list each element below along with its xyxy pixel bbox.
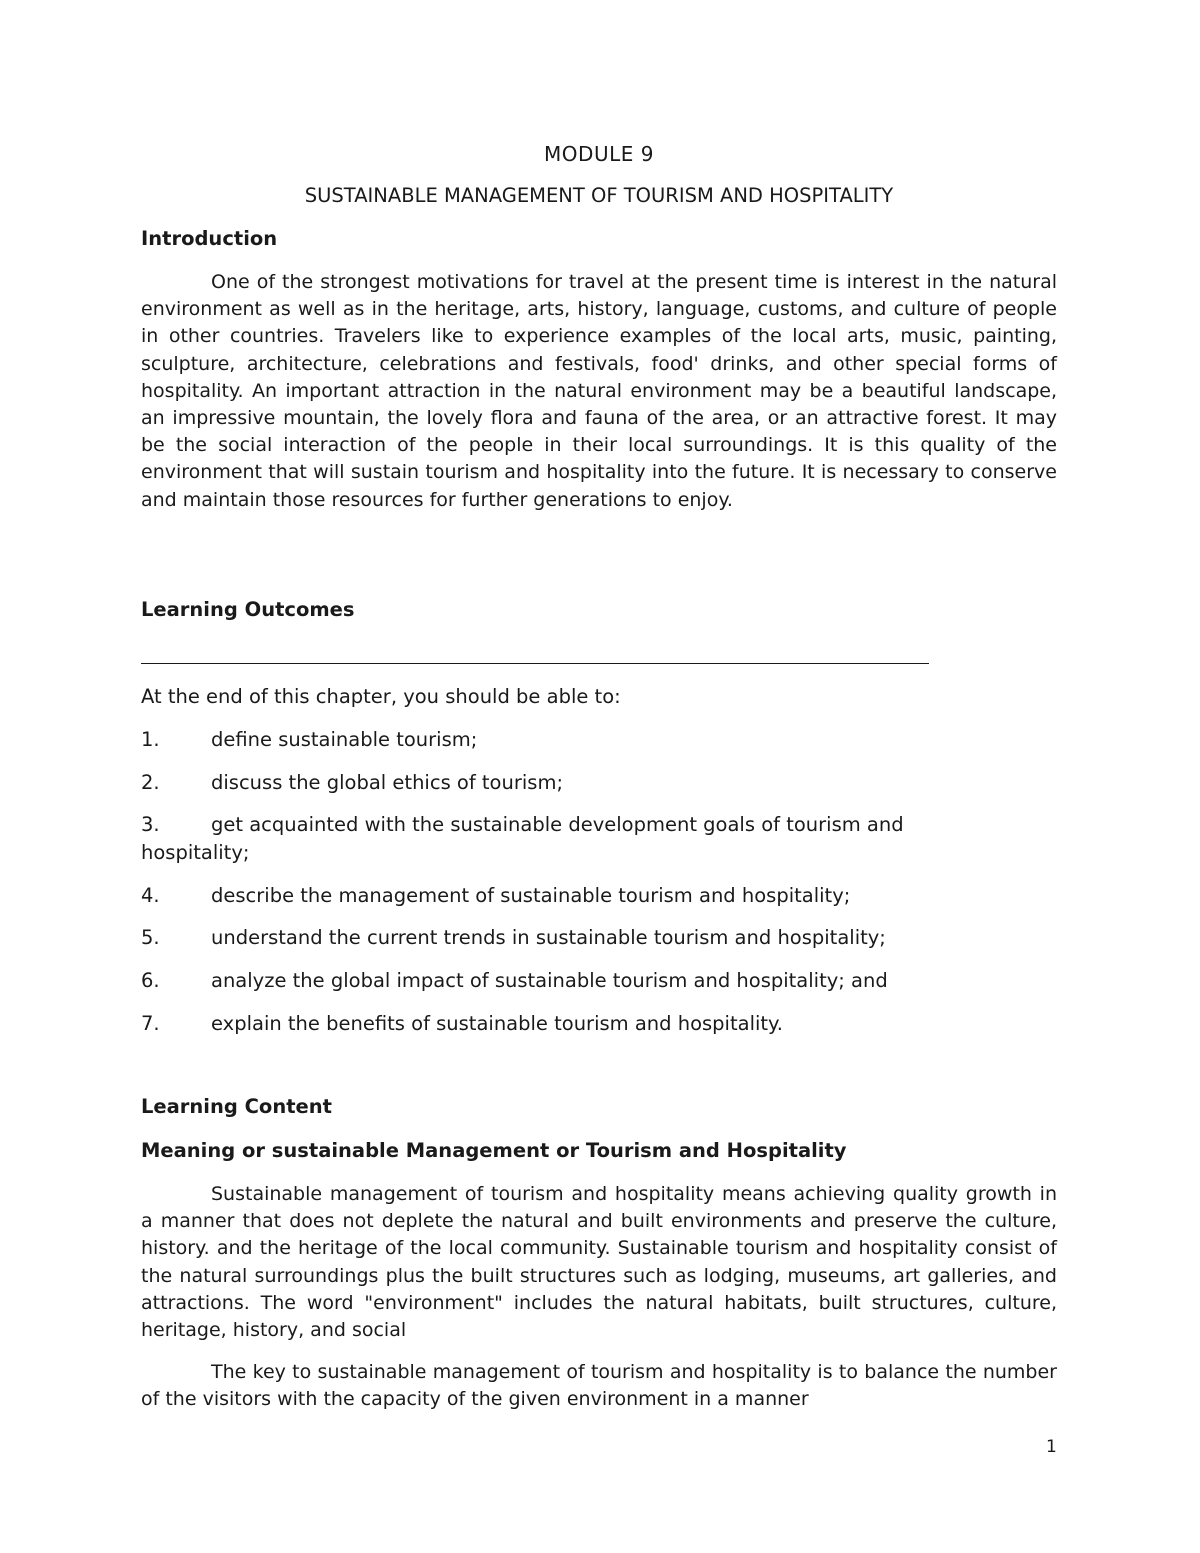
learning-content-heading: Learning Content (141, 1095, 332, 1118)
outcome-item (141, 811, 1001, 867)
outcome-text: define sustainable tourism; (211, 728, 478, 751)
outcome-number: 4. (141, 884, 160, 907)
outcome-number: 7. (141, 1012, 160, 1035)
module-number: MODULE 9 (544, 142, 654, 166)
outcome-text: get acquainted with the sustainable development goals of tourism and hospitality; (141, 813, 904, 864)
outcome-item (141, 967, 1057, 995)
outcome-number: 3. (141, 813, 160, 836)
outcome-item (141, 882, 1057, 910)
outcome-number: 5. (141, 926, 160, 949)
outcome-text: discuss the global ethics of tourism; (211, 771, 564, 794)
content-paragraph-2: The key to sustainable management of tourism and hospitality is to balance the number of the visitors with the capacity of the given environment in a manner (141, 1361, 1057, 1411)
content-paragraph-1: Sustainable management of tourism and hospitality means achieving quality growth in a manner that does not deplete the natural and built environments and preserve the culture, history. and the heritage of the local community. Sustainable tourism and hospitality consist of the natural surroundings plus the built structures such as lodging, museums, art galleries, and attractions. The word "environment" includes the natural habitats, built structures, culture, heritage, history, and social (141, 1183, 1057, 1342)
introduction-paragraph: One of the strongest motivations for travel at the present time is interest in the natural environment as well as in the heritage, arts, history, language, customs, and culture of people in other countries. Travelers like to experience examples of the local arts, music, painting, sculpture, architecture, celebrations and festivals, food' drinks, and other special forms of hospitality. An important attraction in the natural environment may be a beautiful landscape, an impressive mountain, the lovely flora and fauna of the area, or an attractive forest. It may be the social interaction of the people in their local surroundings. It is this quality of the environment that will sustain tourism and hospitality into the future. It is necessary to conserve and maintain those resources for further generations to enjoy. (141, 271, 1057, 511)
outcome-number: 2. (141, 771, 160, 794)
introduction-heading: Introduction (141, 227, 278, 250)
learning-content-subheading: Meaning or sustainable Management or Tourism and Hospitality (141, 1139, 847, 1162)
outcome-number: 1. (141, 728, 160, 751)
learning-outcomes-intro: At the end of this chapter, you should be able to: (141, 685, 621, 708)
outcome-text: explain the benefits of sustainable tourism and hospitality. (211, 1012, 784, 1035)
learning-outcomes-heading: Learning Outcomes (141, 598, 355, 621)
outcome-item (141, 769, 1057, 797)
outcome-text: understand the current trends in sustainable tourism and hospitality; (211, 926, 886, 949)
page-number: 1 (1046, 1437, 1057, 1457)
module-title: SUSTAINABLE MANAGEMENT OF TOURISM AND HOSPITALITY (304, 184, 894, 207)
outcome-number: 6. (141, 969, 160, 992)
outcome-item (141, 1010, 1057, 1038)
outcome-item (141, 726, 1057, 754)
horizontal-rule (141, 663, 929, 664)
outcome-item (141, 924, 1057, 952)
outcome-text: analyze the global impact of sustainable tourism and hospitality; and (211, 969, 888, 992)
outcome-text: describe the management of sustainable tourism and hospitality; (211, 884, 851, 907)
